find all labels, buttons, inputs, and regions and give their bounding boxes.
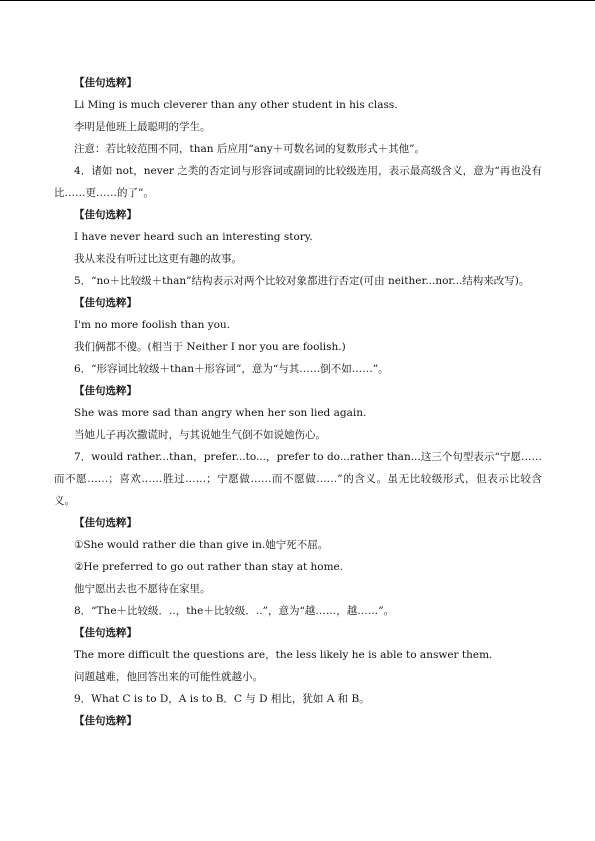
heading-jiaju-6: 【佳句选粹】 [74, 627, 137, 639]
example-en-3: I'm no more foolish than you. [74, 319, 231, 331]
rule-6: 6．“形容词比较级＋than＋形容词”，意为“与其……倒不如……”。 [74, 363, 389, 375]
heading-jiaju-5: 【佳句选粹】 [74, 517, 137, 529]
example-2-circled: ②He preferred to go out rather than stay at home. [74, 561, 344, 573]
heading-jiaju-1: 【佳句选粹】 [74, 77, 137, 89]
rule-5: 5．“no＋比较级＋than”结构表示对两个比较对象都进行否定(可由 neither...nor...结构来改写)。 [74, 275, 530, 287]
rule-8: 8．“The＋比较级．..，the＋比较级．..”，意为“越……，越……”。 [74, 605, 395, 617]
heading-jiaju-3: 【佳句选粹】 [74, 297, 137, 309]
heading-jiaju-2: 【佳句选粹】 [74, 209, 137, 221]
heading-jiaju-7: 【佳句选粹】 [74, 715, 137, 727]
rule-7: 7．would rather...than，prefer...to...，prefer to do...rather than...这三个句型表示“宁愿……而不愿……；喜欢……胜过……；宁愿做……而不愿做……”的含义。虽无比较级形式，但表示比较含义。 [54, 451, 542, 507]
example-en-1: Li Ming is much cleverer than any other student in his class. [74, 99, 398, 111]
note-1: 注意：若比较范围不同，than 后应用“any＋可数名词的复数形式＋其他”。 [74, 143, 426, 155]
example-zh-2: 我从来没有听过比这更有趣的故事。 [74, 253, 242, 265]
heading-jiaju-4: 【佳句选粹】 [74, 385, 137, 397]
example-en-2: I have never heard such an interesting story. [74, 231, 313, 243]
example-zh-5: 他宁愿出去也不愿待在家里。 [74, 583, 211, 595]
document-body [54, 72, 542, 732]
example-zh-3: 我们俩都不傻。(相当于 Neither I nor you are foolish.) [74, 341, 346, 353]
example-zh-1: 李明是他班上最聪明的学生。 [74, 121, 211, 133]
example-zh-6: 问题越难，他回答出来的可能性就越小。 [74, 671, 263, 683]
example-zh-4: 当她儿子再次撒谎时，与其说她生气倒不如说她伤心。 [74, 429, 326, 441]
rule-4: 4．诸如 not，never 之类的否定词与形容词或副词的比较级连用，表示最高级含义，意为“再也没有比……更……的了”。 [54, 165, 542, 199]
example-en-4: She was more sad than angry when her son lied again. [74, 407, 367, 419]
example-1-circled: ①She would rather die than give in.她宁死不屈。 [74, 539, 329, 551]
example-en-6: The more difficult the questions are，the less likely he is able to answer them. [74, 649, 493, 661]
page-top-rule [0, 0, 595, 1]
rule-9: 9．What C is to D，A is to B．C 与 D 相比，犹如 A 和 B。 [74, 693, 370, 705]
